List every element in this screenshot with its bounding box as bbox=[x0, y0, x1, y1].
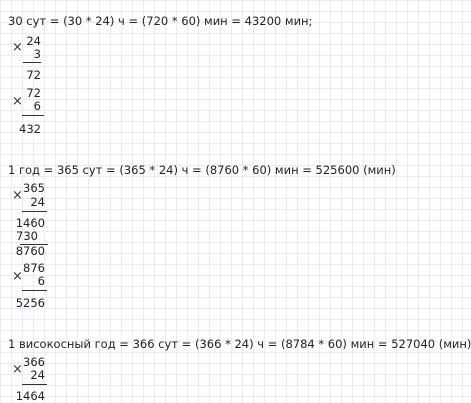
multiplication-rule bbox=[22, 384, 47, 385]
partial-product: 1464 bbox=[15, 389, 45, 403]
statement-30-days: 30 сут = (30 * 24) ч = (720 * 60) мин = 43200 мин; bbox=[8, 14, 313, 28]
product: 5256 bbox=[15, 296, 45, 310]
factor-b: 6 bbox=[33, 99, 41, 113]
factor-b: 3 bbox=[33, 47, 41, 61]
multiplication-rule bbox=[22, 290, 47, 291]
statement-year: 1 год = 365 сут = (365 * 24) ч = (8760 * 60) мин = 525600 (мин) bbox=[8, 163, 396, 177]
factor-a: 72 bbox=[26, 86, 41, 100]
factor-a: 365 bbox=[23, 181, 45, 195]
multiply-sign-icon: × bbox=[12, 362, 23, 377]
multiply-sign-icon: × bbox=[12, 269, 23, 284]
product: 72 bbox=[26, 68, 41, 82]
partial-product: 1460 bbox=[15, 216, 45, 230]
multiplication-rule bbox=[22, 115, 44, 116]
multiply-sign-icon: × bbox=[12, 40, 23, 55]
multiply-sign-icon: × bbox=[12, 94, 23, 109]
multiply-sign-icon: × bbox=[12, 188, 23, 203]
multiplication-rule bbox=[23, 62, 41, 63]
multiplication-rule bbox=[22, 211, 47, 212]
factor-b: 24 bbox=[30, 195, 45, 209]
partial-product: 730 bbox=[16, 229, 38, 243]
product: 432 bbox=[19, 122, 41, 136]
factor-b: 24 bbox=[30, 368, 45, 382]
factor-b: 6 bbox=[37, 274, 45, 288]
factor-a: 366 bbox=[23, 355, 45, 369]
statement-leap-year: 1 високосный год = 366 сут = (366 * 24) ч = (8784 * 60) мин = 527040 (мин) bbox=[8, 337, 471, 351]
factor-a: 24 bbox=[26, 34, 41, 48]
product: 8760 bbox=[15, 244, 45, 258]
factor-a: 876 bbox=[23, 261, 45, 275]
